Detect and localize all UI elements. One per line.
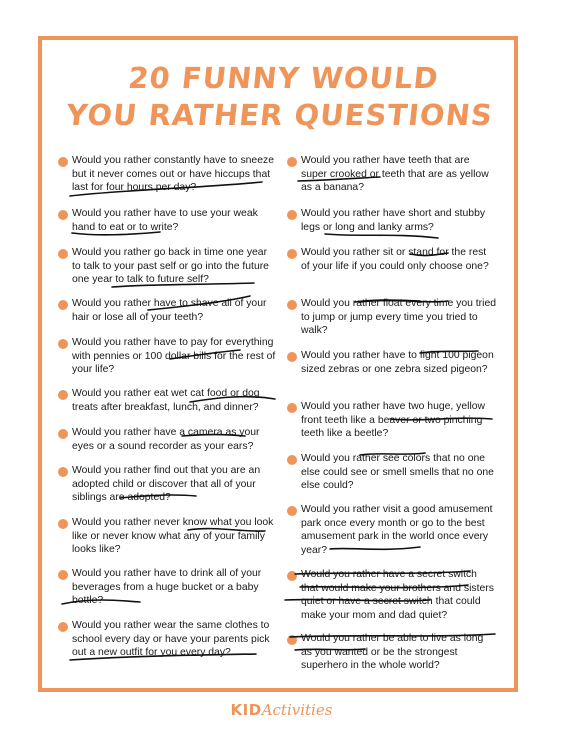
bullet-dot bbox=[58, 339, 68, 349]
bullet-dot bbox=[58, 467, 68, 477]
question-text: Would you rather find out that you are an adopted child or discover that all of your siblings are adopted? bbox=[72, 465, 261, 504]
question-text: Would you rather be able to live as long as you wanted or be the strongest superhero in the whole world? bbox=[301, 633, 484, 672]
question-text: Would you rather have to fight 100 pigeon sized zebras or one zebra sized pigeon? bbox=[301, 350, 494, 375]
bullet-dot bbox=[58, 570, 68, 580]
question-text: Would you rather eat wet cat food or dog treats after breakfast, lunch, and dinner? bbox=[72, 388, 260, 413]
question-text: Would you rather have a secret switch that would make your brothers and sisters quiet or have a secret switch that could make your mom and dad quiet? bbox=[301, 569, 494, 621]
bullet-dot bbox=[287, 455, 297, 465]
question-text: Would you rather have short and stubby legs or long and lanky arms? bbox=[301, 208, 486, 233]
question-text: Would you rather visit a good amusement park once every month or go to the best amusement park in the world once every year? bbox=[301, 504, 493, 556]
bullet-dot bbox=[58, 157, 68, 167]
bullet-dot bbox=[58, 390, 68, 400]
bullet-dot bbox=[58, 249, 68, 259]
question-text: Would you rather have to shave all of your hair or lose all of your teeth? bbox=[72, 298, 267, 323]
bullet-dot bbox=[58, 210, 68, 220]
bullet-dot bbox=[58, 519, 68, 529]
question-text: Would you rather have to use your weak hand to eat or to write? bbox=[72, 208, 258, 233]
bullet-dot bbox=[287, 210, 297, 220]
bullet-dot bbox=[58, 622, 68, 632]
question-text: Would you rather have two huge, yellow front teeth like a beaver or two pinching teeth like a beetle? bbox=[301, 401, 486, 440]
question-text: Would you rather have to drink all of your beverages from a huge bucket or a baby bottle? bbox=[72, 568, 262, 607]
bullet-dot bbox=[58, 429, 68, 439]
bullet-dot bbox=[287, 157, 297, 167]
question-text: Would you rather float every time you tried to jump or jump every time you tried to walk? bbox=[301, 298, 497, 337]
question-text: Would you rather sit or stand for the rest of your life if you could only choose one? bbox=[301, 247, 489, 272]
bullet-dot bbox=[287, 571, 297, 581]
question-text: Would you rather have to pay for everything with pennies or 100 dollar bills for the rest of your life? bbox=[72, 337, 276, 376]
kid-activities-logo: KIDActivities bbox=[230, 701, 333, 719]
question-text: Would you rather go back in time one year to talk to your past self or go into the future one year to talk to future self? bbox=[72, 247, 269, 286]
page-title bbox=[0, 60, 563, 134]
bullet-dot bbox=[287, 249, 297, 259]
bullet-dot bbox=[287, 635, 297, 645]
question-text: Would you rather have a camera as your eyes or a sound recorder as your ears? bbox=[72, 427, 260, 452]
title-line-2: YOU RATHER QUESTIONS bbox=[64, 98, 495, 132]
bullet-dot bbox=[287, 506, 297, 516]
question-text: Would you rather see colors that no one else could see or smell smells that no one else could? bbox=[301, 453, 494, 492]
bullet-dot bbox=[287, 403, 297, 413]
question-text: Would you rather wear the same clothes to school every day or have your parents pick out a new outfit for you every day? bbox=[72, 620, 270, 659]
bullet-dot bbox=[58, 300, 68, 310]
question-text: Would you rather never know what you look like or never know what any of your family looks like? bbox=[72, 517, 274, 556]
question-text: Would you rather have teeth that are super crooked or teeth that are as yellow as a banana? bbox=[301, 155, 489, 194]
question-text: Would you rather constantly have to sneeze but it never comes out or have hiccups that last for four hours per day? bbox=[72, 155, 274, 194]
bullet-dot bbox=[287, 352, 297, 362]
title-line-1: 20 FUNNY WOULD bbox=[126, 61, 441, 95]
bullet-dot bbox=[287, 300, 297, 310]
